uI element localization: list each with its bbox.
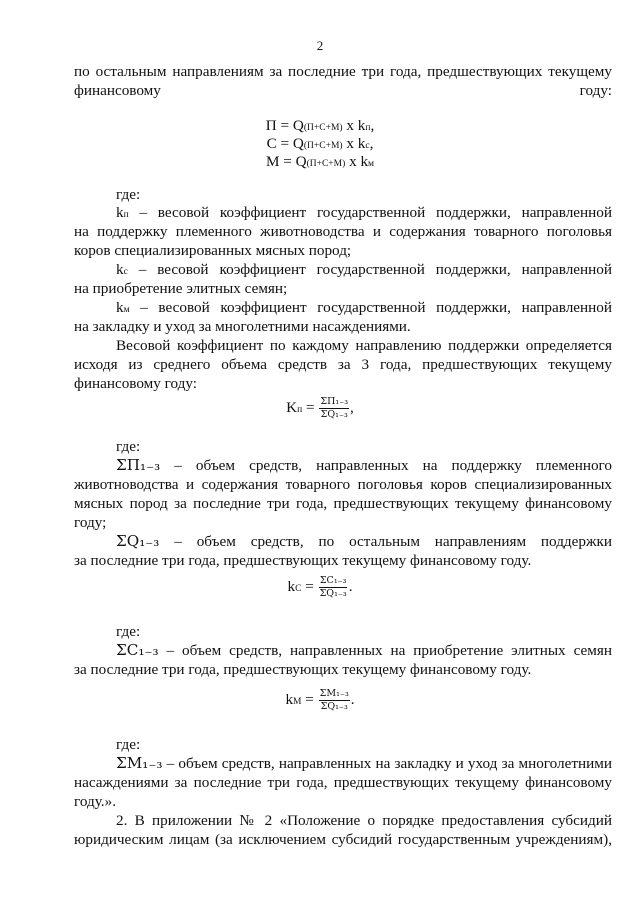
intro-text: по остальным направлениям за последние три года, предшествующих текущему финансовому году: [74, 63, 612, 99]
kc-definition: kс – весовой коэффициент государственной поддержки, направленной [116, 261, 612, 278]
where-label-3: где: [116, 623, 141, 640]
weight-paragraph: Весовой коэффициент по каждому направлению поддержки определяется [116, 337, 612, 354]
kc-fraction: $\frac{\text{ΣC₁₋₃}}{\text{ΣQ₁₋₃}}$ [319, 575, 347, 599]
kc-formula: kC = $\frac{\text{ΣC₁₋₃}}{\text{ΣQ₁₋₃}}$ . [287, 575, 353, 599]
where-label-4: где: [116, 736, 141, 753]
sp-definition-end: году; [74, 514, 107, 531]
sq-definition: ΣQ₁₋₃ – объем средств, по остальным направлениям поддержки [116, 532, 612, 550]
weight-paragraph-end: финансовому году: [74, 375, 198, 392]
km-definition: kм – весовой коэффициент государственной поддержки, направленной [116, 299, 612, 316]
km-formula: kM = $\frac{\text{ΣM₁₋₃}}{\text{ΣQ₁₋₃}}$ . [285, 688, 355, 712]
kp-fraction: $\frac{\text{ΣП₁₋₃}}{\text{ΣQ₁₋₃}}$ [320, 396, 349, 420]
sp-definition-cont: животноводства и содержания товарного поголовья коров специализированных [74, 476, 612, 493]
kp-formula: Kп = $\frac{\text{ΣП₁₋₃}}{\text{ΣQ₁₋₃}}$ , [286, 396, 354, 420]
item-2-paragraph: 2. В приложении № 2 «Положение о порядке предоставления субсидий [116, 812, 612, 829]
formula-p: П = Q(П+С+М) x kп, [265, 117, 375, 134]
km-definition-end: на закладку и уход за многолетними насаждениями. [74, 318, 411, 335]
kp-definition: kп – весовой коэффициент государственной поддержки, направленной [116, 204, 612, 221]
page-number: 2 [316, 38, 324, 53]
sp-definition-cont2: мясных пород за последние три года, предшествующих текущему финансовому [74, 495, 612, 512]
sm-definition: ΣM₁₋₃ – объем средств, направленных на закладку и уход за многолетними [116, 754, 612, 772]
sc-definition-end: за последние три года, предшествующих текущему финансовому году. [74, 661, 532, 678]
where-label-2: где: [116, 438, 141, 455]
kp-definition-cont: на поддержку племенного животноводства и содержания товарного поголовья [74, 223, 612, 240]
km-fraction: $\frac{\text{ΣM₁₋₃}}{\text{ΣQ₁₋₃}}$ [319, 688, 349, 712]
item-2-paragraph-cont: юридическим лицам (за исключением субсидий государственным учреждениям), [74, 831, 612, 848]
sp-definition: ΣП₁₋₃ – объем средств, направленных на поддержку племенного [116, 456, 612, 474]
sm-definition-end: году.». [74, 793, 116, 810]
formula-m: М = Q(П+С+М) x kм [265, 153, 375, 170]
where-label-1: где: [116, 186, 141, 203]
intro-paragraph [74, 62, 612, 100]
weight-paragraph-cont: исходя из среднего объема средств за 3 года, предшествующих текущему [74, 356, 612, 373]
formula-c: С = Q(П+С+М) x kс, [266, 135, 374, 152]
sc-definition: ΣC₁₋₃ – объем средств, направленных на приобретение элитных семян [116, 641, 612, 659]
sq-definition-end: за последние три года, предшествующих текущему финансовому году. [74, 552, 532, 569]
kc-definition-end: на приобретение элитных семян; [74, 280, 288, 297]
sm-definition-cont: насаждениями за последние три года, предшествующих текущему финансовому [74, 774, 612, 791]
kp-definition-end: коров специализированных мясных пород; [74, 242, 352, 259]
